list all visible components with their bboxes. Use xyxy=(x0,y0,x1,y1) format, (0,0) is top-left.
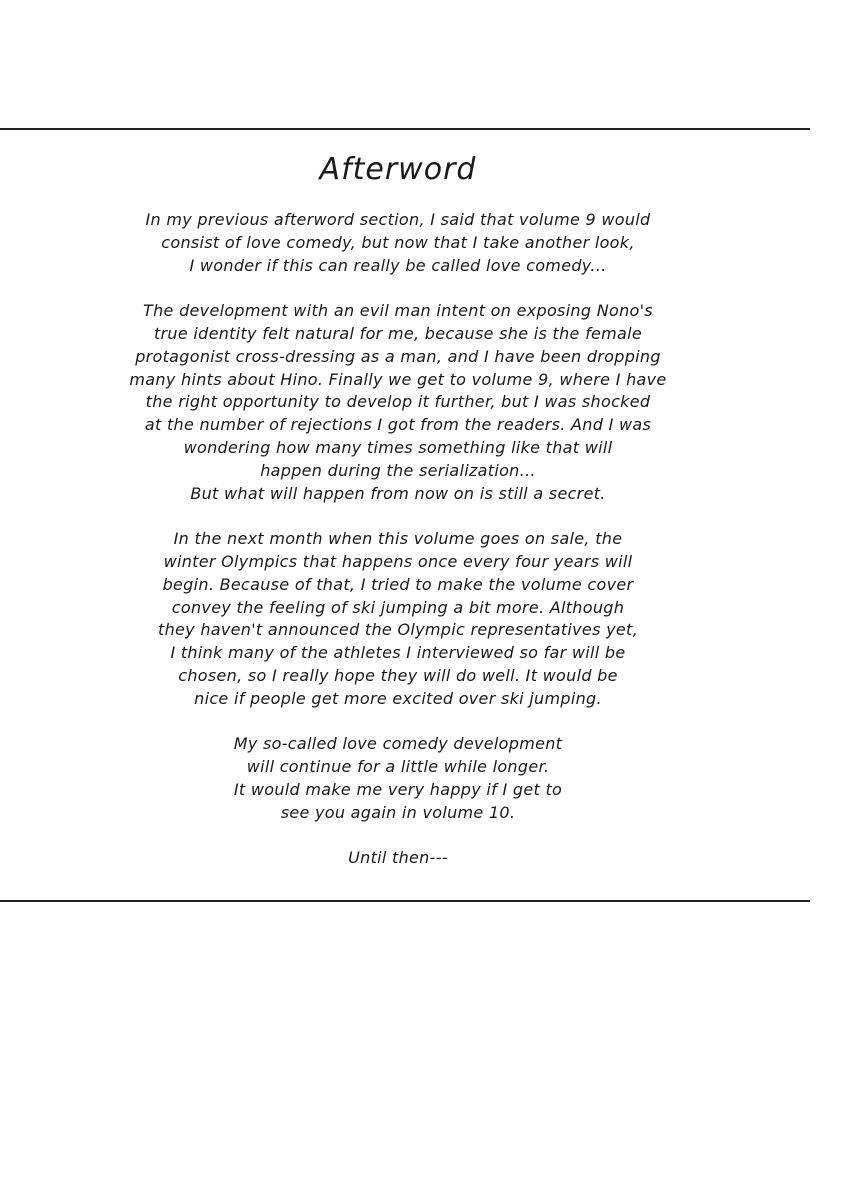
text-line: The development with an evil man intent on exposing Nono's xyxy=(143,301,653,321)
text-line: But what will happen from now on is still a secret. xyxy=(190,483,606,503)
page-title: Afterword xyxy=(319,152,477,187)
text-line: begin. Because of that, I tried to make the volume cover xyxy=(162,574,634,594)
text-line: winter Olympics that happens once every four years will xyxy=(163,551,633,571)
text-line: will continue for a little while longer. xyxy=(246,757,550,777)
text-line: My so-called love comedy development xyxy=(233,734,563,754)
text-line: I think many of the athletes I interviewed so far will be xyxy=(170,643,626,663)
text-line: wondering how many times something like that will xyxy=(183,437,613,457)
text-line: In my previous afterword section, I said that volume 9 would xyxy=(145,210,651,229)
text-line: the right opportunity to develop it further, but I was shocked xyxy=(145,392,651,412)
text-line: happen during the serialization... xyxy=(260,460,536,480)
text-line: nice if people get more excited over ski jumping. xyxy=(194,688,602,708)
text-line: many hints about Hino. Finally we get to volume 9, where I have xyxy=(129,369,667,389)
text-line: true identity felt natural for me, because she is the female xyxy=(153,323,643,343)
text-line: chosen, so I really hope they will do well. It would be xyxy=(178,665,618,685)
text-line: In the next month when this volume goes on sale, the xyxy=(173,529,623,549)
paragraph xyxy=(90,209,706,277)
top-divider xyxy=(0,128,810,130)
text-line: It would make me very happy if I get to xyxy=(233,779,563,799)
paragraph xyxy=(90,528,706,710)
paragraph xyxy=(90,300,706,505)
text-line: I wonder if this can really be called love comedy... xyxy=(189,255,607,275)
paragraph xyxy=(90,733,706,824)
text-line: protagonist cross-dressing as a man, and I have been dropping xyxy=(135,346,661,366)
text-line: at the number of rejections I got from the readers. And I was xyxy=(144,415,652,435)
text-line: consist of love comedy, but now that I take another look, xyxy=(161,232,635,252)
text-line: convey the feeling of ski jumping a bit more. Although xyxy=(171,597,625,617)
text-line: Until then--- xyxy=(348,848,448,868)
closing-line xyxy=(90,847,706,870)
text-line: they haven't announced the Olympic representatives yet, xyxy=(158,620,638,640)
bottom-divider xyxy=(0,900,810,902)
text-line: see you again in volume 10. xyxy=(280,802,516,822)
afterword-body xyxy=(90,209,706,870)
